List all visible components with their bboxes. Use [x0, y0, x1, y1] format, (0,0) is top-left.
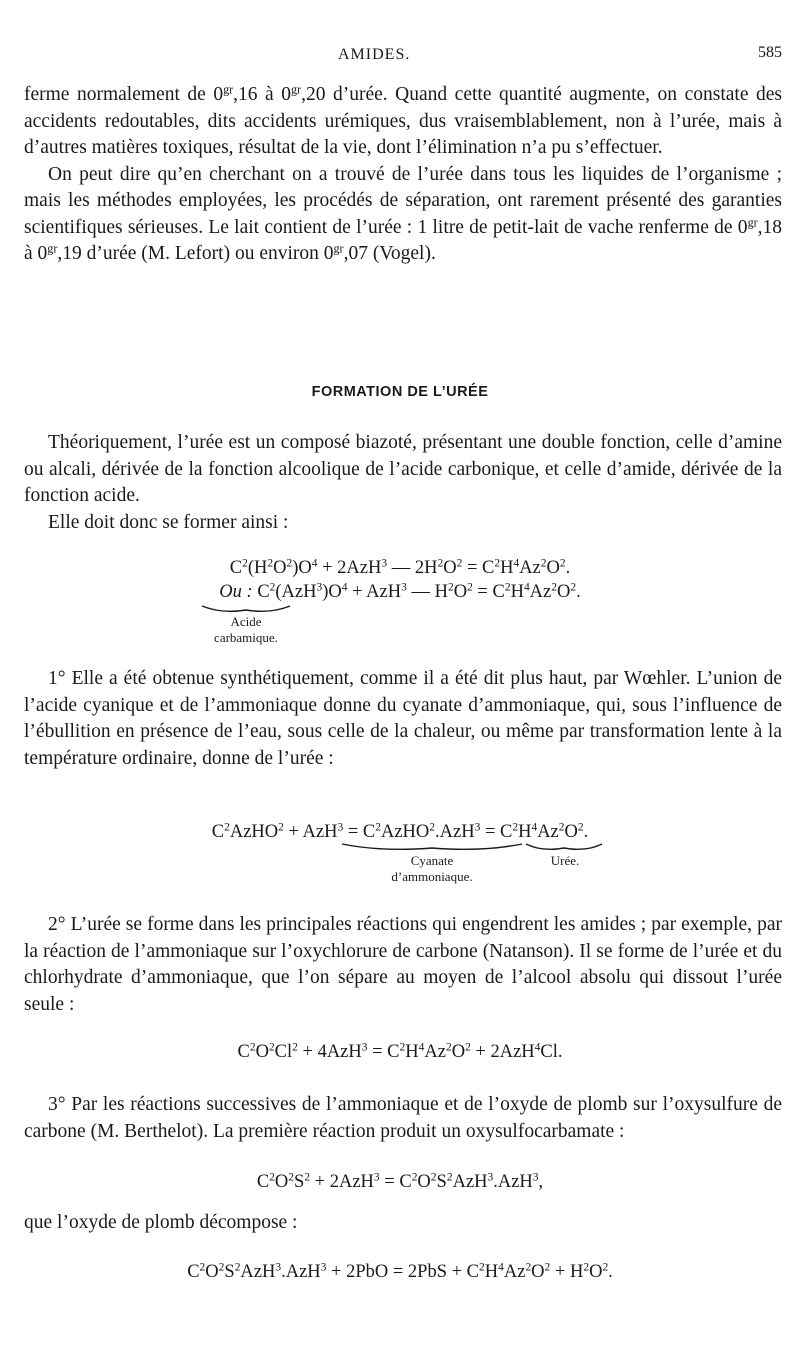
formula-6: $C^2O^2S^2AzH^3.AzH^3 + 2PbO = 2PbS + C^2H^4Az^2O^2 + H^2O^2$.: [187, 1261, 613, 1282]
formula-2: $C^2(AzH^3)O^4 + AzH^3$ — $H^2O^2 = C^2H^4Az^2O^2$.: [257, 581, 581, 602]
running-title: AMIDES.: [338, 46, 411, 63]
label-ammoniaque: d’ammoniaque.: [391, 869, 473, 884]
paragraph-1-block: [24, 82, 782, 268]
paragraph-1: ferme normalement de $0^{gr},16$ à $0^{gr},20$ d’urée. Quand cette quantité augmente, on constate des accidents redoutables, dits accidents urémiques, dus vraisemblablement, non à l’urée, mais à d’autres matières toxiques, résultat de la vie, dont l’élimination n’a pu s’effectuer.: [24, 82, 783, 158]
paragraph-5-block: [24, 666, 782, 772]
formula-1: $C^2(H^2O^2)O^4 + 2AzH^3$ — $2H^2O^2 = C^2H^4Az^2O^2$.: [229, 557, 571, 578]
paragraph-3-block: [24, 430, 782, 536]
paragraph-7: 3° Par les réactions successives de l’ammoniaque et de l’oxyde de plomb sur l’oxysulfure de carbone (M. Berthelot). La première réaction produit un oxysulfocarbamate :: [24, 1094, 782, 1142]
page-number: 585: [758, 44, 782, 61]
label-cyanate-word: Cyanate: [410, 853, 454, 868]
formula-4: $C^2O^2Cl^2 + 4AzH^3 = C^2H^4Az^2O^2 + 2AzH^4Cl$.: [237, 1041, 563, 1062]
formula-5: $C^2O^2S^2 + 2AzH^3 = C^2O^2S^2AzH^3.AzH^3$,: [256, 1171, 544, 1192]
label-cyanate: [332, 853, 532, 885]
label-carbamique: carbamique.: [214, 630, 278, 645]
paragraph-8: que l’oxyde de plomb décompose :: [24, 1212, 298, 1233]
paragraph-5: 1° Elle a été obtenue synthétiquement, comme il a été dit plus haut, par Wœhler. L’union de l’acide cyanique et de l’ammoniaque donne du cyanate d’ammoniaque, qui, sous l’influence de l’ébullition en présence de l’eau, sous celle de la chaleur, ou même par transformation lente à la température ordinaire, donne de l’urée :: [24, 668, 782, 769]
page-header: [0, 42, 800, 72]
section-title: FORMATION DE L’URÉE: [311, 384, 489, 400]
label-acide-carbamique: [186, 614, 306, 646]
formula-3: $C^2AzHO^2 + AzH^3$ = $C^2AzHO^2.AzH^3 = C^2H^4Az^2O^2$.: [211, 821, 589, 842]
paragraph-3: Théoriquement, l’urée est un composé biazoté, présentant une double fonction, celle d’amine ou alcali, dérivée de la fonction alcoolique de l’acide carbonique, et celle d’amide, dérivée de la fonction acide.: [24, 432, 782, 506]
paragraph-6: 2° L’urée se forme dans les principales réactions qui engendrent les amides ; par exemple, par la réaction de l’ammoniaque sur l’oxychlorure de carbone (Natanson). Il se forme de l’urée et du chlorhydrate d’ammoniaque, que l’on sépare au moyen de l’alcool absolu qui dissout l’urée seule :: [24, 914, 782, 1015]
paragraph-4: Elle doit donc se former ainsi :: [48, 511, 289, 533]
paragraph-2: On peut dire qu’en cherchant on a trouvé de l’urée dans tous les liquides de l’organisme ; mais les méthodes employées, les procédés de séparation, ont rarement présenté des garanties scientifiques sérieuses. Le lait contient de l’urée : 1 litre de petit-lait de vache renferme de $0^{gr},18$ à $0^{gr},19$ d’urée (M. Lefort) ou environ $0^{gr},07$ (Vogel).: [24, 163, 782, 264]
formula-2-prefix: Ou :: [219, 582, 253, 602]
label-acide: Acide: [230, 614, 262, 629]
label-uree: Urée.: [550, 853, 580, 868]
paragraph-7-block: [24, 1092, 782, 1145]
paragraph-8-block: [24, 1210, 782, 1237]
formula-2-line: [0, 582, 800, 603]
paragraph-6-block: [24, 912, 782, 1018]
